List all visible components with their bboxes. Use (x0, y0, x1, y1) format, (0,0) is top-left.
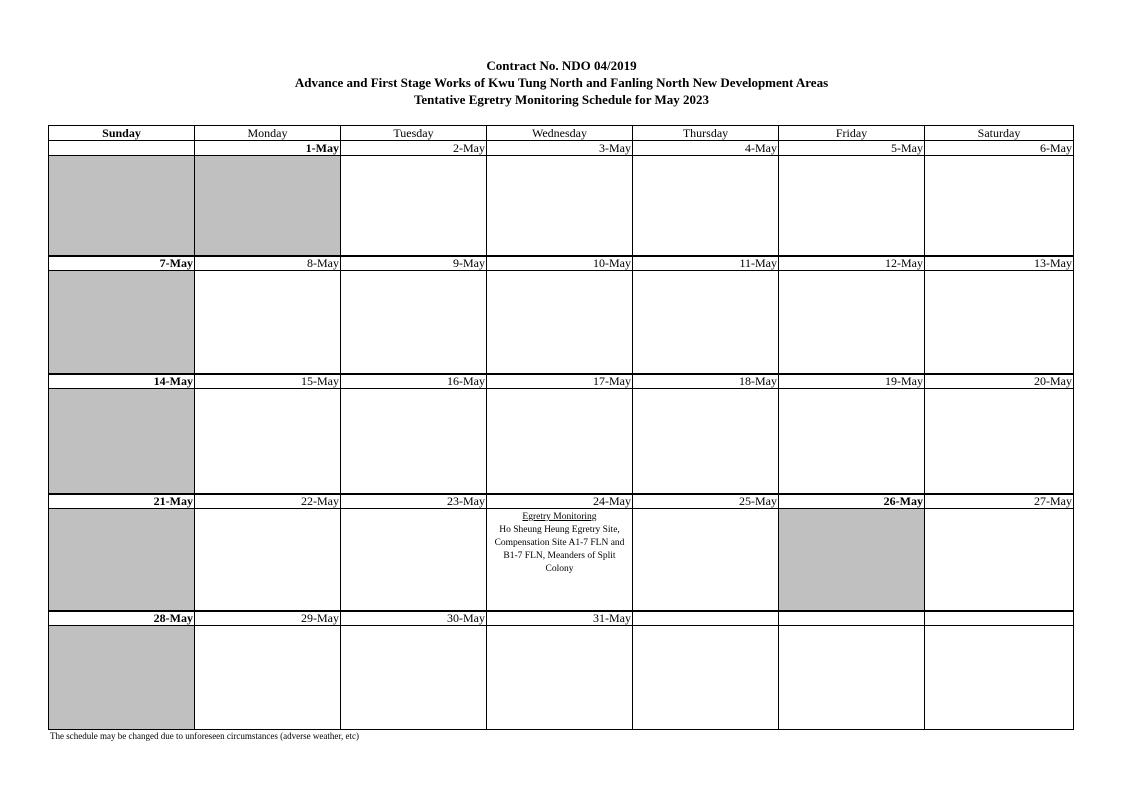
day-cell (487, 156, 633, 256)
day-cell (925, 156, 1073, 256)
day-cell (633, 509, 779, 611)
day-date-label: 12-May (779, 256, 925, 271)
weekday-header-tuesday: Tuesday (341, 126, 487, 141)
day-cell (779, 626, 925, 729)
day-date-label: 1-May (195, 141, 341, 156)
day-cell (341, 509, 487, 611)
day-date-label: 17-May (487, 374, 633, 389)
day-cell (49, 389, 195, 494)
day-cell (779, 509, 925, 611)
day-date-label: 21-May (49, 494, 195, 509)
day-cell (195, 156, 341, 256)
day-date-label: 8-May (195, 256, 341, 271)
day-date-label: 15-May (195, 374, 341, 389)
day-date-label: 5-May (779, 141, 925, 156)
weekday-header-friday: Friday (779, 126, 925, 141)
day-date-label: 20-May (925, 374, 1073, 389)
day-cell (633, 626, 779, 729)
footnote: The schedule may be changed due to unforeseen circumstances (adverse weather, etc) (50, 731, 359, 741)
event-locations: Ho Sheung Heung Egretry Site, Compensation Site A1-7 FLN and B1-7 FLN, Meanders of Split Colony (494, 525, 625, 574)
day-date-label (779, 611, 925, 626)
day-date-label: 9-May (341, 256, 487, 271)
day-cell (341, 626, 487, 729)
day-cell (925, 271, 1073, 373)
weekday-header-thursday: Thursday (633, 126, 779, 141)
day-cell (195, 509, 341, 611)
day-date-label: 14-May (49, 374, 195, 389)
weekday-header-sunday: Sunday (49, 126, 195, 141)
day-cell (779, 389, 925, 494)
day-cell (195, 626, 341, 729)
day-cell (925, 389, 1073, 494)
day-date-label: 28-May (49, 611, 195, 626)
day-cell (487, 389, 633, 494)
calendar-grid (48, 125, 1074, 730)
document-header (0, 57, 1123, 108)
day-date-label: 22-May (195, 494, 341, 509)
day-cell (925, 509, 1073, 611)
day-cell (341, 156, 487, 256)
day-date-label: 23-May (341, 494, 487, 509)
schedule-title: Tentative Egretry Monitoring Schedule for May 2023 (413, 92, 710, 107)
day-cell (487, 509, 633, 611)
day-date-label: 7-May (49, 256, 195, 271)
day-cell (49, 156, 195, 256)
weekday-header-monday: Monday (195, 126, 341, 141)
day-cell (341, 271, 487, 373)
day-cell (633, 271, 779, 373)
project-title: Advance and First Stage Works of Kwu Tung North and Fanling North New Development Areas (294, 75, 829, 90)
monitoring-event (487, 511, 632, 576)
day-cell (487, 271, 633, 373)
day-date-label: 3-May (487, 141, 633, 156)
weekday-header-saturday: Saturday (925, 126, 1073, 141)
day-cell (779, 156, 925, 256)
day-date-label: 19-May (779, 374, 925, 389)
day-cell (49, 626, 195, 729)
day-date-label: 6-May (925, 141, 1073, 156)
day-cell (341, 389, 487, 494)
day-date-label: 16-May (341, 374, 487, 389)
day-date-label: 10-May (487, 256, 633, 271)
day-date-label: 24-May (487, 494, 633, 509)
contract-number: Contract No. NDO 04/2019 (486, 58, 637, 73)
day-date-label: 25-May (633, 494, 779, 509)
day-date-label: 13-May (925, 256, 1073, 271)
event-title: Egretry Monitoring (522, 512, 597, 522)
day-cell (779, 271, 925, 373)
day-cell (633, 156, 779, 256)
day-cell (195, 271, 341, 373)
day-cell (49, 271, 195, 373)
weekday-header-wednesday: Wednesday (487, 126, 633, 141)
day-cell (925, 626, 1073, 729)
day-cell (195, 389, 341, 494)
day-cell (49, 509, 195, 611)
day-date-label (925, 611, 1073, 626)
day-date-label: 27-May (925, 494, 1073, 509)
day-date-label (49, 141, 195, 156)
day-cell (633, 389, 779, 494)
day-date-label: 11-May (633, 256, 779, 271)
day-date-label: 4-May (633, 141, 779, 156)
day-date-label: 26-May (779, 494, 925, 509)
day-date-label (633, 611, 779, 626)
day-date-label: 30-May (341, 611, 487, 626)
day-date-label: 18-May (633, 374, 779, 389)
day-cell (487, 626, 633, 729)
day-date-label: 31-May (487, 611, 633, 626)
day-date-label: 29-May (195, 611, 341, 626)
day-date-label: 2-May (341, 141, 487, 156)
